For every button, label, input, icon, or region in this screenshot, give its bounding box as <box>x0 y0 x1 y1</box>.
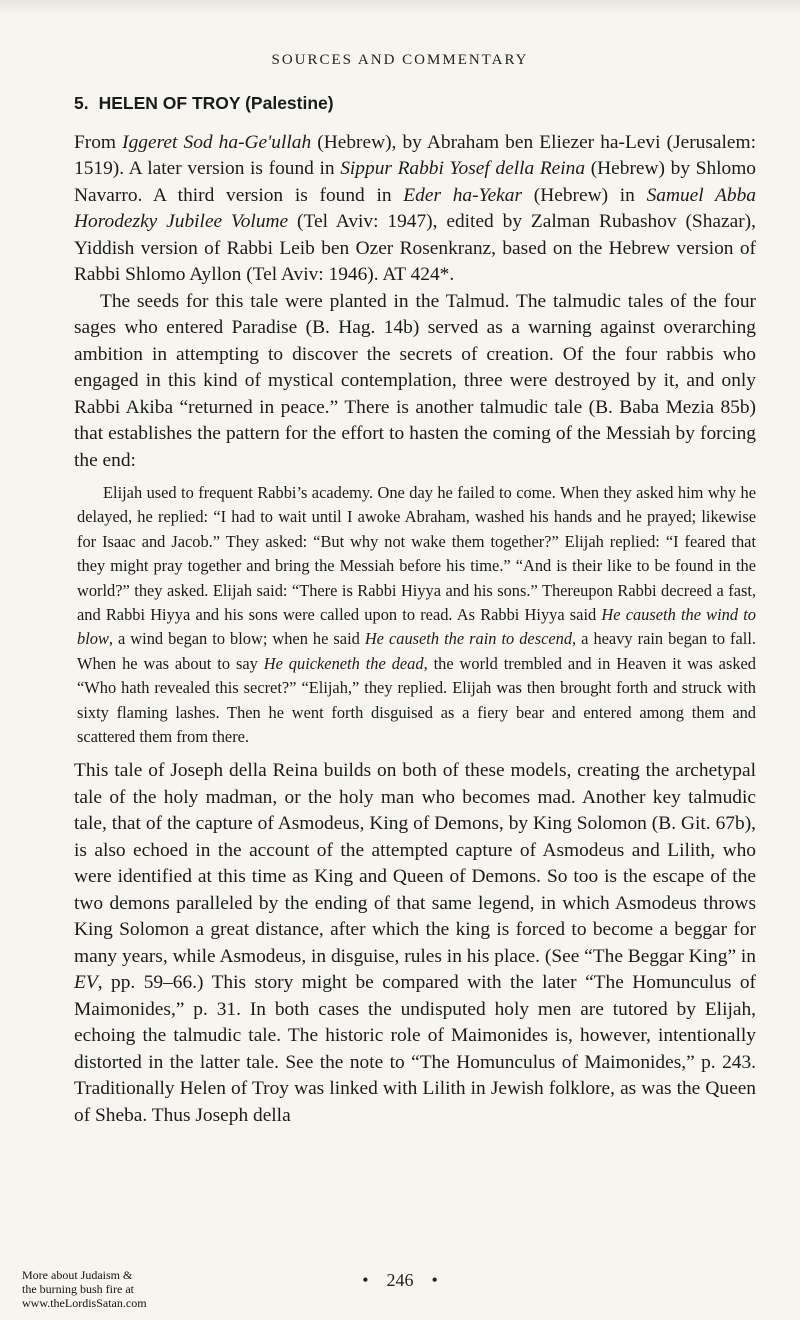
quote-italic: He causeth the wind to blow <box>77 605 756 649</box>
quote-paragraph <box>77 481 756 749</box>
section-number: 5. <box>74 93 89 113</box>
watermark-line: the burning bush fire at <box>22 1282 134 1296</box>
commentary-paragraph <box>74 758 756 1129</box>
source-title: Sippur Rabbi Yosef della Reina <box>340 158 586 179</box>
page-top-edge <box>0 0 800 14</box>
source-title: Iggeret Sod ha-Ge'ullah <box>122 131 312 153</box>
page-body <box>74 90 756 1129</box>
book-abbreviation: EV <box>74 972 98 994</box>
commentary-text: This tale of Joseph della Reina builds on both of these models, creating the archetypal tale of the holy madman, or the holy man who becomes mad. Another key talmudic tale, that of the capture of Asmodeus, King of Demons, by King Solomon (B. Git. 67b), is also echoed in the account of the attempted capture of Asmodeus and Lilith, who were identified at this time as King and Queen of Demons. So too is the escape of the two demons paralleled by the ending of that same legend, in which Asmodeus throws King Solomon a great distance, after which the king is forced to become a beggar for many years, while Asmodeus, in disguise, rules in his place. (See “The Beggar King” in <box>74 760 756 967</box>
source-title: Eder ha-Yekar <box>403 184 523 206</box>
running-head: SOURCES AND COMMENTARY <box>271 52 529 68</box>
commentary-text: , pp. 59–66.) This story might be compared with the later “The Homunculus of Maimonides,” p. 31. In both cases the undisputed holy men are tutored by Elijah, echoing the talmudic tale. The historic role of Maimonides is, however, intentionally distorted in the latter tale. See the note to “The Homunculus of Maimonides,” p. 243. Traditionally Helen of Troy was linked with Lilith in Jewish folklore, as was the Queen of Sheba. Thus Joseph della <box>74 972 756 1126</box>
quote-text: , the world trembled and in Heaven it was asked “Who hath revealed this secret?” “Elijah,” they replied. Elijah was then brought forth and struck with sixty flaming lashes. Then he went forth disguised as a fiery bear and entered among them and scattered them from there. <box>77 653 757 747</box>
sources-text: From <box>74 131 123 153</box>
quote-italic: He quickeneth the dead <box>263 653 424 673</box>
commentary-paragraph: The seeds for this tale were planted in the Talmud. The talmudic tales of the four sages who entered Paradise (B. Hag. 14b) served as a warning against overarching ambition in attempting to discover the secrets of creation. Of the four rabbis who engaged in this kind of mystical contemplation, three were destroyed by it, and only Rabbi Akiba “returned in peace.” There is another talmudic tale (B. Baba Mezia 85b) that establishes the pattern for the effort to hasten the coming of the Messiah by forcing the end: <box>74 290 756 471</box>
page-number: 246 <box>386 1270 414 1290</box>
sources-paragraph <box>74 130 756 289</box>
quote-text: , a wind began to blow; when he said <box>108 629 365 649</box>
folio-bullet: • <box>362 1270 369 1290</box>
quote-italic: He causeth the rain to descend <box>364 629 573 649</box>
watermark <box>22 1268 182 1310</box>
quote-text: Elijah used to frequent Rabbi’s academy. One day he failed to come. When they asked him why he delayed, he replied: “I had to wait until I awoke Abraham, washed his hands and he prayed; likewise for Isaac and Jacob.” They asked: “But why not wake them together?” Elijah replied: “I feared that they might pray together and bring the Messiah before his time.” “And is their like to be found in the world?” they asked. Elijah said: “There is Rabbi Hiyya and his sons.” Thereupon Rabbi decreed a fast, and Rabbi Hiyya and his sons were called upon to read. As Rabbi Hiyya said <box>77 483 756 625</box>
folio-bullet: • <box>431 1270 438 1290</box>
source-title: Samuel Abba Horodezky Jubilee Volume <box>74 184 756 232</box>
sources-text: (Hebrew) in <box>522 184 647 206</box>
watermark-url: www.theLordisSatan.com <box>22 1296 147 1310</box>
sources-text: (Tel Aviv: 1947), edited by Zalman Rubashov (Shazar), Yiddish version of Rabbi Leib ben Ozer Rosenkranz, based on the Hebrew version of Rabbi Shlomo Ayllon (Tel Aviv: 1946). AT 424*. <box>74 211 756 285</box>
talmud-quote <box>74 481 756 749</box>
sources-text: (Hebrew) by Shlomo Navarro. A third version is found in <box>74 158 757 206</box>
quote-text: , a heavy rain began to fall. When he was about to say <box>77 629 756 673</box>
watermark-line: More about Judaism & <box>22 1268 133 1282</box>
sources-text: (Hebrew), by Abraham ben Eliezer ha-Levi (Jerusalem: 1519). A later version is found in <box>74 131 756 179</box>
section-heading <box>74 90 756 117</box>
section-title: HELEN OF TROY (Palestine) <box>98 93 334 113</box>
